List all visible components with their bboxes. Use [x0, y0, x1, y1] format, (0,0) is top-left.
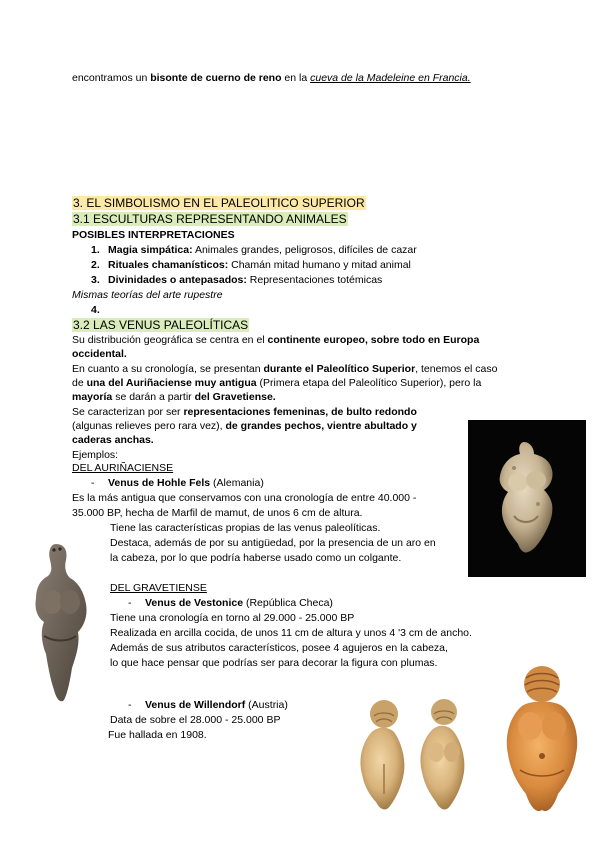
vestonice-line-3: Además de sus atributos característicos, posee 4 agujeros en la cabeza,	[110, 642, 448, 654]
posibles-heading: POSIBLES INTERPRETACIONES	[72, 229, 235, 241]
list-term: Divinidades o antepasados:	[108, 274, 247, 286]
vestonice-title	[128, 597, 333, 610]
hohle-line-1: Es la más antigua que conservamos con una cronología de entre 40.000 -	[72, 492, 417, 504]
auri-section-title: DEL AURIÑACIENSE	[72, 462, 174, 474]
vestonice-line-4: lo que hace pensar que podrías ser para decorar la figura con plumas.	[110, 657, 438, 669]
vestonice-place: (República Checa)	[243, 597, 333, 609]
crono-line-3	[72, 391, 276, 404]
heading-main-text: 3. EL SIMBOLISMO EN EL PALEOLITICO SUPERIOR	[73, 196, 365, 210]
mismas-teorias: Mismas teorías del arte rupestre	[72, 289, 223, 301]
dist-line-1	[72, 334, 479, 347]
hohle-line-4: Destaca, además de por su antigüedad, por la presencia de un aro en	[110, 537, 436, 549]
caract-text: Se caracterizan por ser	[72, 406, 184, 418]
caract-text-2: (algunas relieves pero rara vez),	[72, 420, 226, 432]
intro-text-2: en la	[281, 72, 311, 84]
caract-line-3: caderas anchas.	[72, 434, 154, 446]
crono-text: En cuanto a su cronología, se presentan	[72, 363, 264, 375]
dist-line-2: occidental.	[72, 348, 127, 360]
crono-line-2	[72, 377, 481, 390]
list-desc: Representaciones totémicas	[246, 274, 383, 286]
interpretacion-item	[91, 244, 417, 257]
vestonice-line-2: Realizada en arcilla cocida, de unos 11 cm de altura y unos 4 '3 cm de ancho.	[110, 627, 472, 639]
vestonice-name: Venus de Vestonice	[145, 597, 244, 609]
heading-3-2-text: 3.2 LAS VENUS PALEOLÍTICAS	[73, 318, 249, 332]
interpretacion-item	[91, 274, 382, 287]
grav-section-title: DEL GRAVETIENSE	[110, 582, 207, 594]
heading-3-1-text: 3.1 ESCULTURAS REPRESENTANDO ANIMALES	[73, 212, 347, 226]
hohle-title	[91, 477, 264, 490]
willendorf-place: (Austria)	[245, 699, 288, 711]
willendorf-figures	[352, 694, 486, 818]
hohle-place: (Alemania)	[210, 477, 264, 489]
hohle-name: Venus de Hohle Fels	[108, 477, 211, 489]
list-term: Magia simpática:	[108, 244, 193, 256]
intro-bold: bisonte de cuerno de reno	[150, 72, 282, 84]
dist-text: Su distribución geográfica se centra en el	[72, 334, 268, 346]
vestonice-figure	[14, 540, 106, 708]
vestonice-photo	[14, 540, 106, 708]
hohle-line-2: 35.000 BP, hecha de Marfil de mamut, de unos 6 cm de altura.	[72, 507, 363, 519]
willendorf-photo-pair	[352, 694, 486, 818]
heading-3-1	[72, 212, 348, 227]
crono-text-3: de	[72, 377, 87, 389]
caract-bold: representaciones femeninas, de bulto redondo	[183, 406, 417, 418]
bullet-dash: -	[128, 597, 132, 609]
list-term: Rituales chamanísticos:	[108, 259, 229, 271]
bullet-dash: -	[91, 477, 95, 489]
dist-bold: continente europeo, sobre todo en Europa	[267, 334, 480, 346]
hohle-line-5: la cabeza, por lo que podría haberse usado como un colgante.	[110, 552, 402, 564]
vestonice-line-1: Tiene una cronología en torno al 29.000 - 25.000 BP	[110, 612, 355, 624]
willendorf-name: Venus de Willendorf	[145, 699, 246, 711]
willendorf-line-2: Fue hallada en 1908.	[108, 729, 207, 741]
crono-bold-2: una del Auriñaciense muy antigua	[86, 377, 257, 389]
heading-3-2	[72, 318, 249, 333]
caract-bold-2: de grandes pechos, vientre abultado y	[225, 420, 417, 432]
crono-text-4: (Primera etapa del Paleolítico Superior), pero la	[256, 377, 482, 389]
list-number-4: 4.	[91, 304, 100, 316]
crono-bold-4: del Gravetiense.	[194, 391, 276, 403]
interpretacion-item	[91, 259, 411, 272]
ejemplos-label: Ejemplos:	[72, 449, 119, 461]
list-number: 3.	[91, 274, 100, 286]
hohle-fels-photo	[468, 420, 586, 577]
caract-line-1	[72, 406, 417, 419]
heading-main	[72, 196, 366, 211]
willendorf-title	[128, 699, 288, 712]
list-desc: Animales grandes, peligrosos, difíciles de cazar	[192, 244, 417, 256]
crono-line-1	[72, 363, 497, 376]
intro-line	[72, 72, 471, 85]
madeleine-link[interactable]: cueva de la Madeleine en Francia.	[310, 72, 471, 84]
list-desc: Chamán mitad humano y mitad animal	[228, 259, 411, 271]
bullet-dash: -	[128, 699, 132, 711]
hohle-fels-figure	[468, 420, 586, 577]
crono-bold-3: mayoría	[72, 391, 113, 403]
willendorf-photo-large	[492, 660, 592, 828]
list-number: 1.	[91, 244, 100, 256]
intro-text: encontramos un	[72, 72, 151, 84]
caract-line-2	[72, 420, 417, 433]
willendorf-line-1: Data de sobre el 28.000 - 25.000 BP	[110, 714, 281, 726]
crono-text-5: se darán a partir	[112, 391, 195, 403]
crono-bold: durante el Paleolítico Superior	[263, 363, 416, 375]
list-number: 2.	[91, 259, 100, 271]
crono-text-2: , tenemos el caso	[415, 363, 498, 375]
willendorf-large-figure	[492, 660, 592, 828]
hohle-line-3: Tiene las características propias de las venus paleolíticas.	[110, 522, 381, 534]
